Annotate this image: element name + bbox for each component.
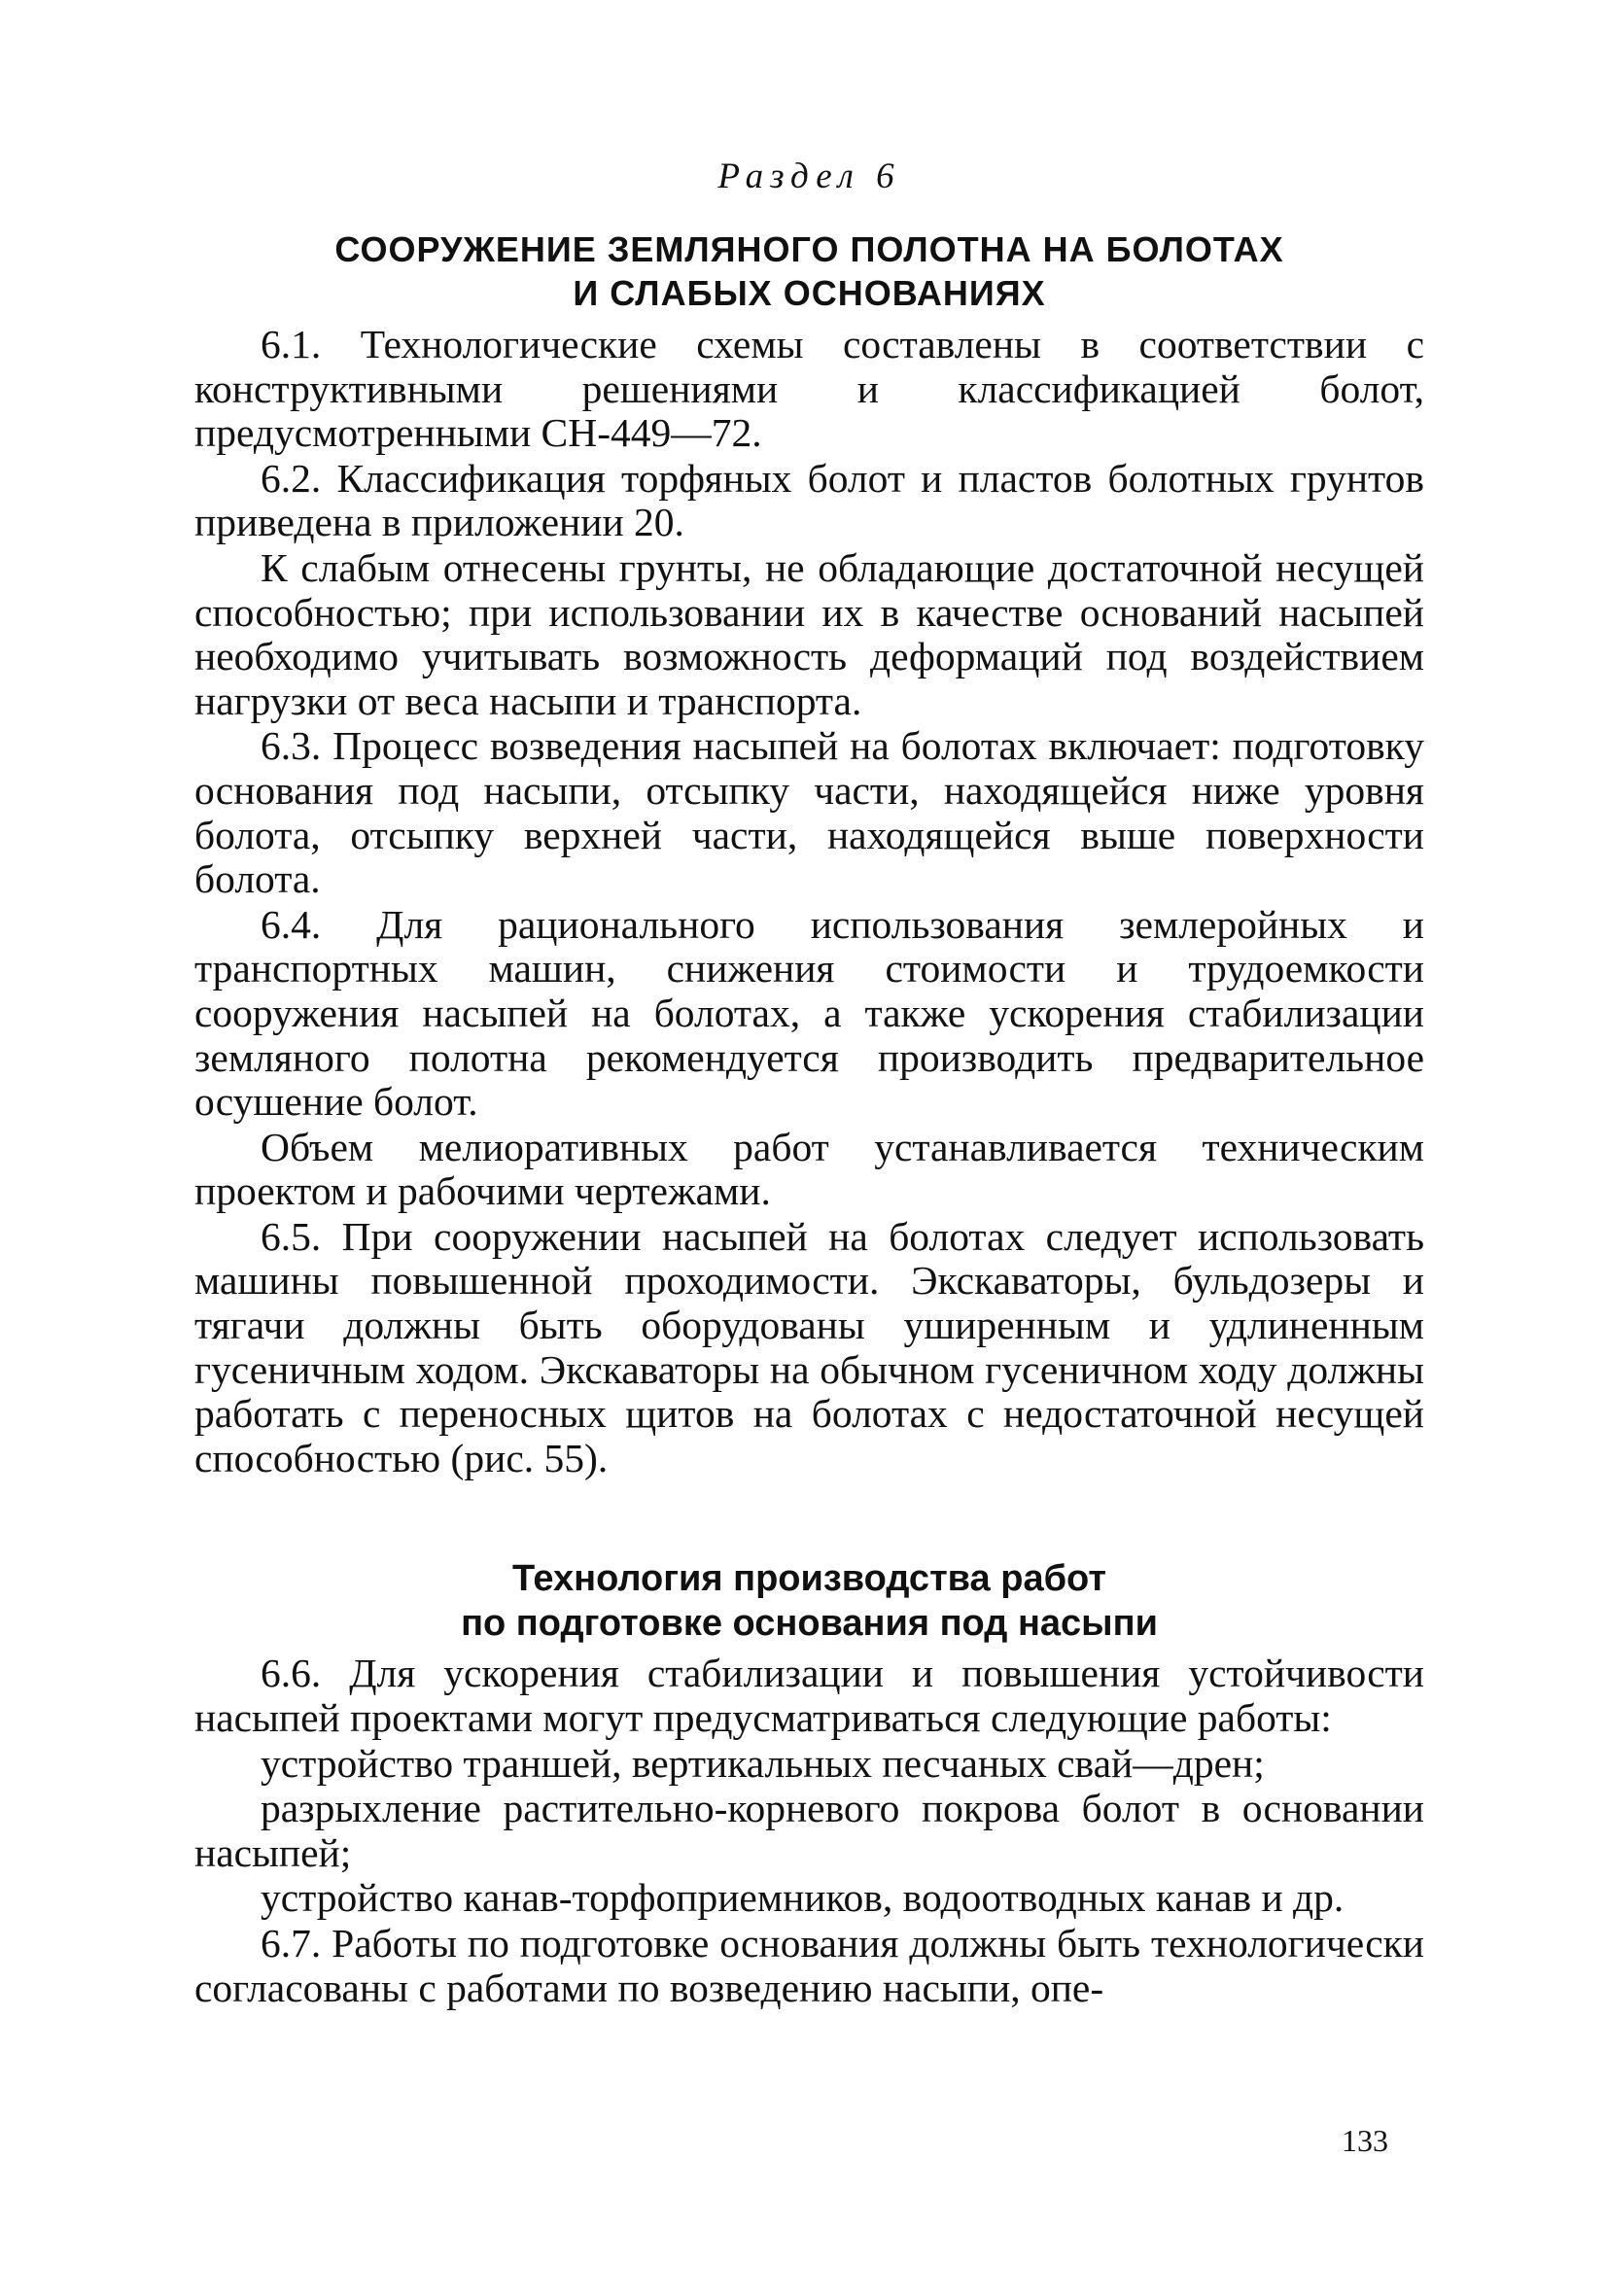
subsection-title: [194, 1556, 1424, 1646]
document-page: [194, 156, 1424, 2011]
paragraph-6-6: 6.6. Для ускорения стабилизации и повышения устойчивости насыпей проектами могут предусматриваться следующие работы:: [194, 1651, 1424, 1741]
list-item-ditches: устройство канав-торфоприемников, водоотводных канав и др.: [261, 1875, 1345, 1921]
section-title: [194, 227, 1424, 315]
list-item-loosening: разрыхление растительно-корневого покрова болот в основании насыпей;: [194, 1786, 1424, 1875]
section-title-line: И СЛАБЫХ ОСНОВАНИЯХ: [573, 273, 1046, 313]
paragraph-6-5: 6.5. При сооружении насыпей на болотах следует использовать машины повышенной проходимости. Экскаваторы, бульдозеры и тягачи должны быть оборудованы уширенным и удлиненным гусеничным ходом. Экскаваторы на обычном гусеничном ходу должны работать с переносных щитов на болотах с недостаточной несущей способностью (рис. 55).: [194, 1213, 1424, 1480]
paragraph-weak-soils: К слабым отнесены грунты, не обладающие достаточной несущей способностью; при использовании их в качестве оснований насыпей необходимо учитывать возможность деформаций под воздействием нагрузки от веса насыпи и транспорта.: [194, 544, 1424, 723]
page-number: 133: [1342, 2123, 1388, 2158]
paragraph-6-2: 6.2. Классификация торфяных болот и пластов болотных грунтов приведена в приложении 20.: [194, 455, 1424, 545]
list-item-trenches: устройство траншей, вертикальных песчаных свай—дрен;: [261, 1740, 1265, 1786]
paragraph-reclamation: Объем мелиоративных работ устанавливается техническим проектом и рабочими чертежами.: [194, 1124, 1424, 1214]
section-title-line: СООРУЖЕНИЕ ЗЕМЛЯНОГО ПОЛОТНА НА БОЛОТАХ: [334, 229, 1284, 269]
subsection-title-line: по подготовке основания под насыпи: [461, 1603, 1158, 1645]
section-label: Раздел 6: [717, 157, 901, 196]
paragraph-6-1: 6.1. Технологические схемы составлены в соответствии с конструктивными решениями и классификацией болот, предусмотренными СН-449—72.: [194, 322, 1424, 456]
subsection-title-line: Технология производства работ: [512, 1558, 1106, 1600]
paragraph-6-4: 6.4. Для рационального использования землеройных и транспортных машин, снижения стоимости и трудоемкости сооружения насыпей на болотах, а также ускорения стабилизации земляного полотна рекомендуется производить предварительное осушение болот.: [194, 901, 1424, 1125]
paragraph-6-3: 6.3. Процесс возведения насыпей на болотах включает: подготовку основания под насыпи, отсыпку части, находящейся ниже уровня болота, отсыпку верхней части, находящейся выше поверхности болота.: [194, 723, 1424, 902]
paragraph-6-7: 6.7. Работы по подготовке основания должны быть технологически согласованы с работами по возведению насыпи, опе-: [194, 1921, 1424, 2010]
